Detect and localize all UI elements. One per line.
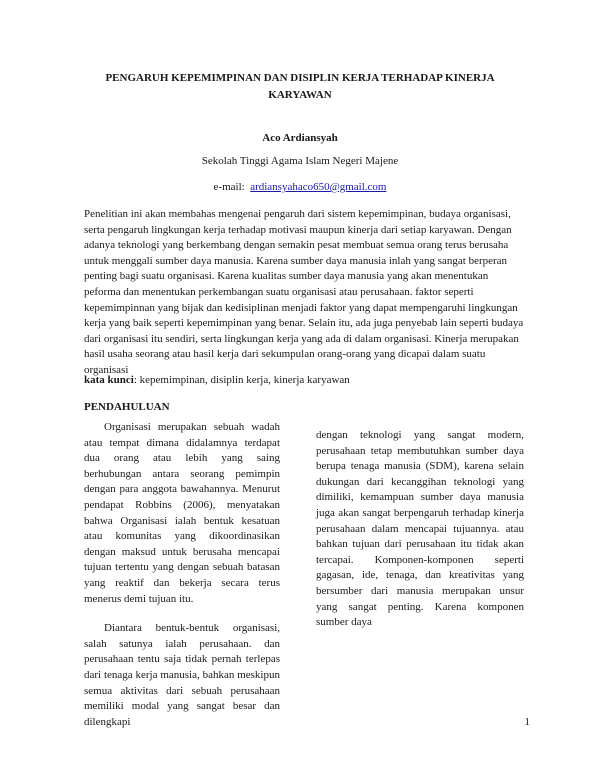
paper-title: PENGARUH KEPEMIMPINAN DAN DISIPLIN KERJA TERHADAP KINERJA KARYAWAN — [105, 72, 495, 101]
left-column — [84, 420, 280, 730]
right-paragraph-1: dengan teknologi yang sangat modern, perusahaan tetap membutuhkan sumber daya berupa tenaga manusia (SDM), karena selain dukungan dari kecanggihan teknologi yang dimiliki, kemampuan sumber daya manusia juga akan sangat berpengaruh terhadap kinerja perusahaan dalam mencapai tujuannya. atau bahkan tujuan dari perusahaan itu tidak akan tercapai. Komponen-komponen seperti gagasan, ide, tenaga, dan kreativitas yang bersumber dari manusia merupakan unsur yang sangat penting. Karena komponen sumber daya — [316, 429, 524, 629]
left-paragraph-2: Diantara bentuk-bentuk organisasi, salah satunya ialah perusahaan. dan perusahaan tentu saja tidak pernah terlepas dari tenaga kerja manusia, bahkan meskipun semua aktivitas dari sebuah perusahaan memiliki modal yang sangat besar dan dilengkapi — [84, 622, 280, 728]
email-label: e-mail: — [213, 181, 245, 193]
right-column — [316, 428, 524, 631]
left-paragraph-1: Organisasi merupakan sebuah wadah atau tempat dimana didalamnya terdapat dua orang atau lebih yang saing berhubungan antara seorang pemimpin dengan para anggota bawahannya. Menurut pendapat Robbins (2006), menyatakan bahwa Organisasi ialah bentuk kesatuan atau komunitas yang dikoordinasikan dengan maksud untuk berusaha mencapai tujuan tertentu yang dengan sebuah batasan yang reaktif dan bekerja secara terus menerus demi tujuan itu. — [84, 421, 280, 605]
author-affiliation: Sekolah Tinggi Agama Islam Negeri Majene — [201, 155, 399, 167]
email-link[interactable]: ardiansyahaco650@gmail.com — [250, 181, 387, 193]
abstract-text: Penelitian ini akan membahas mengenai pengaruh dari sistem kepemimpinan, budaya organisasi, serta pengaruh lingkungan kerja terhadap motivasi maupun kinerja dari setiap karyawan. Dengan adanya teknologi yang berkembang dengan semakin pesat membuat semua orang terus berusaha untuk menggali sumber daya manusia. Karena sumber daya manusia inlah yang sangat berperan penting bagi suatu organisasi. Karena kualitas sumber daya manusia yang akan menentukan peforma dan menentukan perkembangan suatu organisasi atau perusahaan. faktor seperti kepemimpinnan yang bijak dan kedisiplinan menjadi faktor yang dapat mempengaruhi lingkungan kerja yang baik seperti kepemimpinan yang benar. Selain itu, ada juga penyebab lain seperti budaya dari organisasi itu sendiri, serta lingkungan kerja yang ada di dalam organisasi. Kinerja merupakan hasil usaha seorang atau hasil kerja dari sekumpulan orang-orang yang dicapai dalam suatu organisasi — [84, 208, 524, 376]
author-name: Aco Ardiansyah — [262, 132, 338, 144]
author-email-line — [0, 181, 600, 193]
keywords-line — [84, 374, 524, 386]
keywords-text: : kepemimpinan, disiplin kerja, kinerja karyawan — [133, 374, 350, 386]
page-number: 1 — [524, 716, 530, 728]
keywords-label: kata kunci — [84, 374, 134, 386]
section-heading: PENDAHULUAN — [84, 401, 170, 413]
